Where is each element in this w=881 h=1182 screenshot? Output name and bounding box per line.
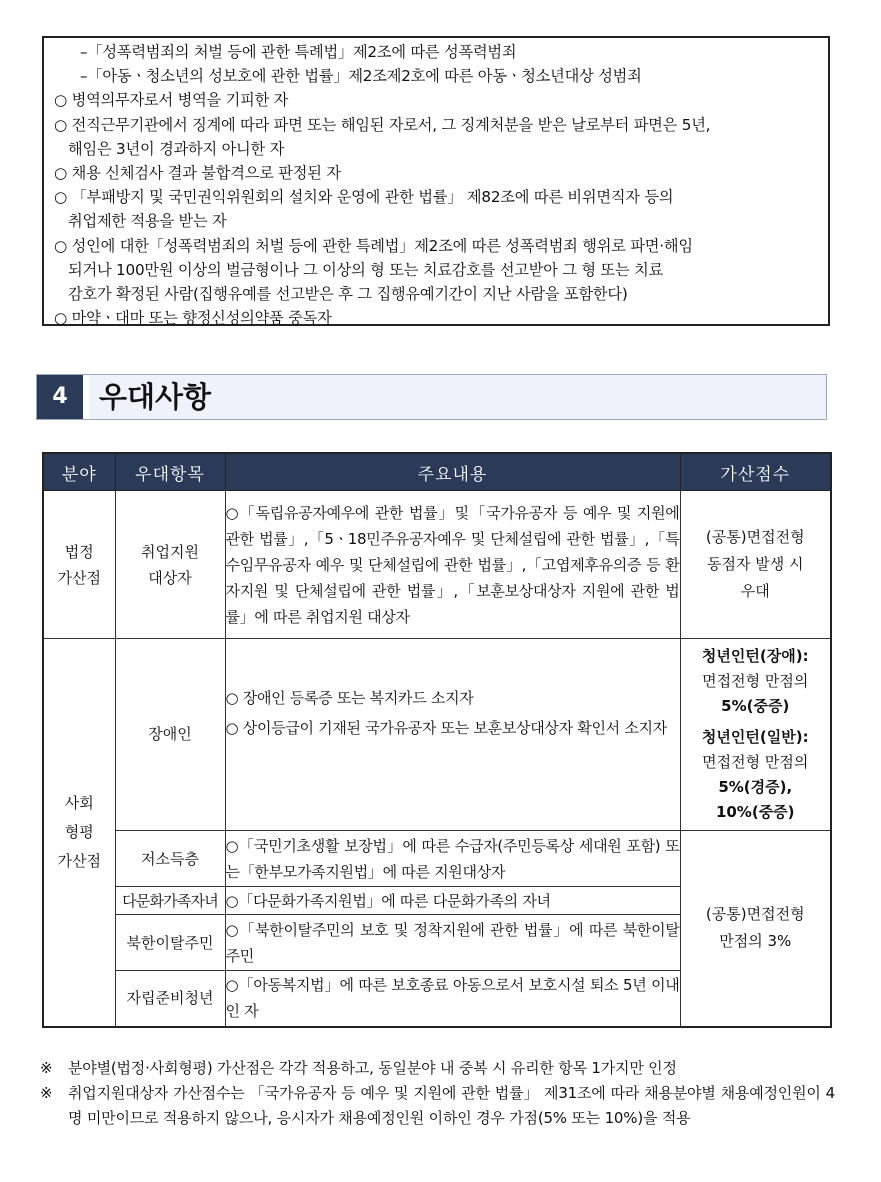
- eligibility-line: 취업제한 적용을 받는 자: [68, 212, 227, 231]
- note-text: 분야별(법정·사회형평) 가산점은 각각 적용하고, 동일분야 내 중복 시 유리한 항목 1가지만 인정: [68, 1059, 677, 1077]
- eligibility-line: ○ 마약ㆍ대마 또는 향정신성의약품 중독자: [54, 309, 332, 328]
- section-title: 우대사항: [99, 380, 212, 414]
- legal-content-cell: ○「독립유공자예우에 관한 법률」및「국가유공자 등 예우 및 지원에 관한 법률」,「5ㆍ18민주유공자예우 및 단체설립에 관한 법률」,「특수임무유공자 예우 및 단체설립에 관한 법률」,「고엽제후유의증 등 환자지원 및 단체설립에 관한 법률」,「보훈보상대상자 지원에 관한 법률」에 따른 취업지원 대상자: [225, 491, 680, 639]
- points-text: 면접전형 만점의: [702, 753, 809, 771]
- eligibility-line: ○ 성인에 대한「성폭력범죄의 처벌 등에 관한 특례법」제2조에 따른 성폭력범죄 행위로 파면·해임: [54, 236, 693, 255]
- table-row: [43, 639, 831, 831]
- header-content: 주요내용: [225, 453, 680, 491]
- points-value: 10%(중증): [715, 803, 795, 821]
- disabled-item-cell: 장애인: [115, 639, 225, 831]
- note-mark: ※: [40, 1084, 53, 1102]
- defector-item-cell: 북한이탈주민: [115, 915, 225, 971]
- social-field-cell: 사회 형평 가산점: [43, 639, 115, 1027]
- points-value: 5%(중증): [721, 697, 790, 715]
- section-header: [36, 374, 827, 420]
- eligibility-line: –「아동ㆍ청소년의 성보호에 관한 법률」제2조제2호에 따른 아동ㆍ청소년대상 성범죄: [80, 67, 642, 86]
- note-text: 취업지원대상자 가산점수는 「국가유공자 등 예우 및 지원에 관한 법률」 제31조에 따라 채용분야별 채용예정인원이 4명 미만이므로 적용하지 않으나, 응시자가 채용예정인원 이하인 경우 가점(5% 또는 10%)을 적용: [68, 1084, 835, 1127]
- eligibility-line: ○ 전직근무기관에서 징계에 따라 파면 또는 해임된 자로서, 그 징계처분을 받은 날로부터 파면은 5년,: [54, 115, 711, 134]
- youth-content-cell: ○「아동복지법」에 따른 보호종료 아동으로서 보호시설 퇴소 5년 이내인 자: [225, 971, 680, 1027]
- eligibility-line: ○ 채용 신체검사 결과 불합격으로 판정된 자: [54, 164, 341, 183]
- note-mark: ※: [40, 1059, 53, 1077]
- eligibility-line: ○ 병역의무자로서 병역을 기피한 자: [54, 91, 289, 110]
- multicultural-item-cell: 다문화가족자녀: [115, 887, 225, 915]
- disabled-content-cell: [225, 639, 680, 831]
- eligibility-box: [42, 36, 830, 326]
- youth-item-cell: 자립준비청년: [115, 971, 225, 1027]
- disabled-points-cell: [680, 639, 831, 831]
- table-row: [43, 491, 831, 639]
- notes: [40, 1056, 835, 1131]
- legal-field-cell: 법정 가산점: [43, 491, 115, 639]
- defector-content-cell: ○「북한이탈주민의 보호 및 정착지원에 관한 법률」에 따른 북한이탈주민: [225, 915, 680, 971]
- note-item: [40, 1081, 835, 1131]
- section-number: 4: [37, 375, 83, 419]
- eligibility-line: –「성폭력범죄의 처벌 등에 관한 특례법」제2조에 따른 성폭력범죄: [80, 43, 517, 61]
- header-item: 우대항목: [115, 453, 225, 491]
- eligibility-line: ○ 「부패방지 및 국민권익위원회의 설치와 운영에 관한 법률」 제82조에 따른 비위면직자 등의: [54, 188, 674, 207]
- disabled-content-line: ○ 장애인 등록증 또는 복지카드 소지자: [225, 689, 474, 707]
- section-divider: [83, 375, 89, 419]
- points-title: 청년인턴(일반):: [701, 728, 809, 746]
- note-item: [40, 1056, 835, 1081]
- header-field: 분야: [43, 453, 115, 491]
- points-text: 면접전형 만점의: [702, 672, 809, 690]
- legal-points-cell: (공통)면접전형 동점자 발생 시 우대: [680, 491, 831, 639]
- eligibility-line: 해임은 3년이 경과하지 아니한 자: [68, 139, 285, 158]
- multicultural-content-cell: ○「다문화가족지원법」에 따른 다문화가족의 자녀: [225, 887, 680, 915]
- points-title: 청년인턴(장애):: [701, 647, 809, 665]
- preference-table: [42, 452, 832, 1028]
- table-row: [43, 831, 831, 887]
- eligibility-line: 감호가 확정된 사람(집행유예를 선고받은 후 그 집행유예기간이 지난 사람을 포함한다): [68, 285, 628, 304]
- header-points: 가산점수: [680, 453, 831, 491]
- points-value: 5%(경증),: [718, 778, 793, 796]
- disabled-content-line: ○ 상이등급이 기재된 국가유공자 또는 보훈보상대상자 확인서 소지자: [225, 719, 667, 737]
- eligibility-line: 되거나 100만원 이상의 벌금형이나 그 이상의 형 또는 치료감호를 선고받아 그 형 또는 치료: [68, 260, 664, 279]
- legal-item-cell: 취업지원 대상자: [115, 491, 225, 639]
- table-header-row: [43, 453, 831, 491]
- low-income-item-cell: 저소득층: [115, 831, 225, 887]
- low-income-content-cell: ○「국민기초생활 보장법」에 따른 수급자(주민등록상 세대원 포함) 또는「한부모가족지원법」에 따른 지원대상자: [225, 831, 680, 887]
- social-points-cell: (공통)면접전형 만점의 3%: [680, 831, 831, 1027]
